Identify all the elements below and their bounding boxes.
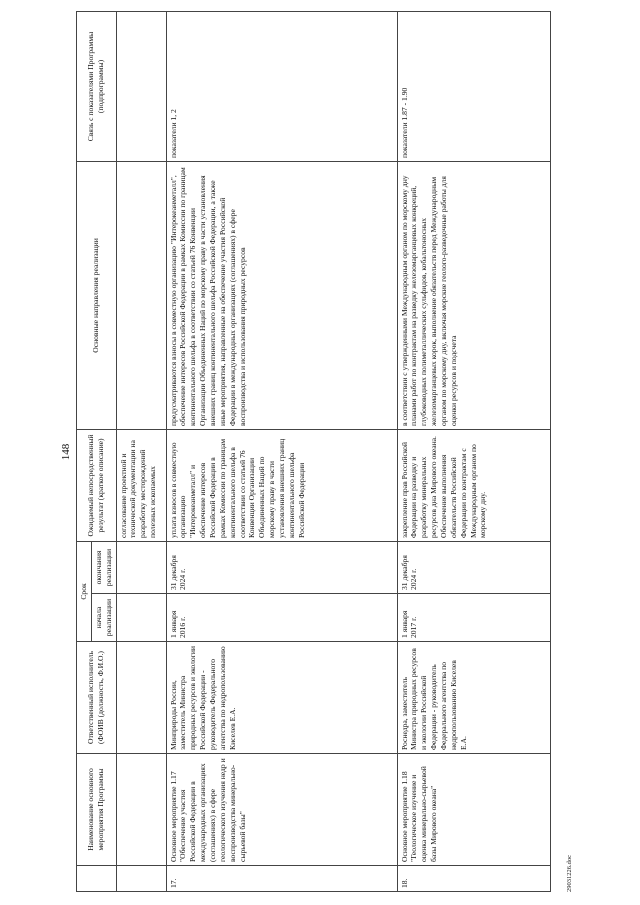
cell-name: Основное мероприятие 1.17 "Обеспечение участия Российской Федерации в международных организациях (соглашениях) в сфере геологического изучения недр и воспроизводства минерально-сырьевой базы" <box>166 754 397 866</box>
file-footer: 29031226.doc <box>566 854 573 892</box>
cell-empty <box>116 11 166 161</box>
header-directions: Основные направления реализации <box>77 161 117 429</box>
table-row <box>166 11 397 891</box>
cell-responsible: Минприроды России, заместитель Министра природных ресурсов и экологии Российской Федерации - руководитель Федерального агентства по недропользованию Киселев Е.А. <box>166 642 397 754</box>
cell-end: 31 декабря 2024 г. <box>397 541 550 593</box>
cell-result: закрепление прав Российской Федерации на разведку и разработку минеральных ресурсов дна Мирового океана. Обеспечение выполнения обязательств Российской Федерации по контрактам с Международным органом по морскому дну. <box>397 429 550 541</box>
cell-end: 31 декабря 2024 г. <box>166 541 397 593</box>
cell-empty <box>116 754 166 866</box>
header-start: начала реализации <box>91 594 116 642</box>
header-term: Срок <box>77 541 92 641</box>
cell-empty <box>116 594 166 642</box>
cell-name: Основное мероприятие 1.18 "Геологическое изучение и оценка минерально-сырьевой базы Мирового океана" <box>397 754 550 866</box>
header-link: Связь с показателями Программы (подпрограммы) <box>77 11 117 161</box>
cell-num: 17. <box>166 866 397 892</box>
cell-empty <box>116 866 166 892</box>
header-end: окончания реализации <box>91 541 116 593</box>
cell-empty <box>116 642 166 754</box>
cell-directions: в соответствии с утвержденными Международным органом по морскому дну планами работ по контрактам на разведку железомарганцевых конкреций, глубоководных полиметаллических сульфидов, кобальтоносных железомарганцевых корок, выполнение обязательств перед Международным органом по морскому дну, включая морские геолого-разведочные работы для оценки ресурсов и подсчета <box>397 161 550 429</box>
cell-result: согласование проектной и технической документации на разработку месторождений полезных ископаемых <box>116 429 166 541</box>
cell-link: показатели 1.87 - 1.90 <box>397 11 550 161</box>
cell-start: 1 января 2016 г. <box>166 594 397 642</box>
table-row <box>397 11 550 891</box>
cell-link: показатели 1, 2 <box>166 11 397 161</box>
header-num <box>77 866 117 892</box>
cell-empty <box>116 161 166 429</box>
rotated-landscape-page <box>60 12 580 892</box>
cell-start: 1 января 2017 г. <box>397 594 550 642</box>
page-number: 148 <box>60 443 72 461</box>
cell-result: уплата взносов в совместную организацию "Интерокеанметалл" и обеспечение интересов Российской Федерации в рамках Комиссии по границам континентального шельфа в соответствии со статьей 76 Конвенции Организации Объединенных Наций по морскому праву в части установления внешних границ континентального шельфа Российской Федерации <box>166 429 397 541</box>
header-name: Наименование основного мероприятия Программы <box>77 754 117 866</box>
table-row-continuation <box>116 11 166 891</box>
cell-num: 18. <box>397 866 550 892</box>
header-row <box>77 11 92 891</box>
header-result: Ожидаемый непосредственный результат (краткое описание) <box>77 429 117 541</box>
program-table <box>76 11 551 892</box>
header-responsible: Ответственный исполнитель (ФОИВ (должность, Ф.И.О.) <box>77 642 117 754</box>
cell-responsible: Роснедра, заместитель Министра природных ресурсов и экологии Российской Федерации - руководитель Федерального агентства по недропользованию Киселев Е.А. <box>397 642 550 754</box>
cell-directions: предусматриваются взносы в совместную организацию "Интерокеанметалл", обеспечение интересов Российской Федерации в рамках Комиссии по границам континентального шельфа в соответствии со статьей 76 Конвенции Организации Объединенных Наций по морскому праву в части установления внешних границ континентального шельфа Российской Федерации, а также иные мероприятия, направленные на обеспечение участия Российской Федерации в международных организациях (соглашениях) в сфере воспроизводства и использования природных ресурсов <box>166 161 397 429</box>
cell-empty <box>116 541 166 593</box>
